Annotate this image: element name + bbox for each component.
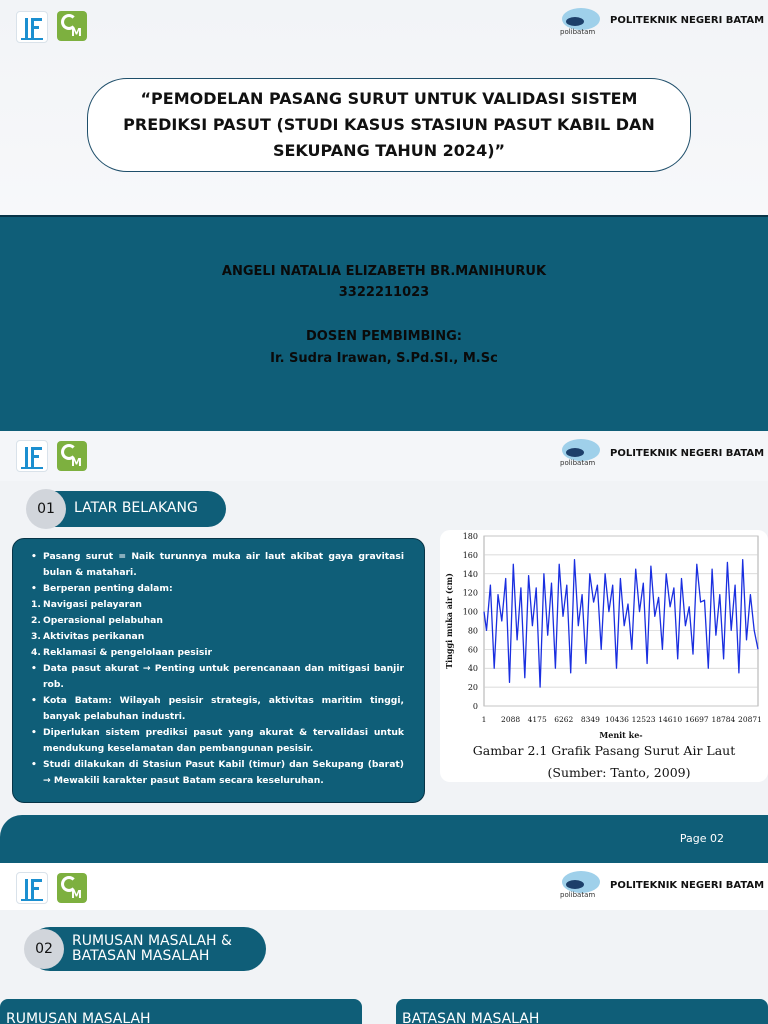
x-tick-label: 6262: [554, 715, 574, 724]
gm-logo-icon: M: [57, 11, 87, 41]
item-number: 1.: [31, 599, 41, 610]
author-panel: [0, 215, 768, 431]
card-title: BATASAN MASALAH: [402, 1011, 540, 1024]
y-tick-label: 140: [462, 569, 478, 579]
x-tick-label: 8349: [580, 715, 600, 724]
item-text: Reklamasi & pengelolaan pesisir: [43, 647, 213, 658]
item-number: 4.: [31, 647, 41, 658]
y-axis-label: Tinggi muka air (cm): [444, 573, 454, 669]
if-logo-icon: [16, 440, 48, 472]
x-axis-label: Menit ke-: [599, 730, 643, 740]
bullet-item: [31, 693, 404, 725]
x-tick-label: 10436: [605, 715, 629, 724]
section-number: 01: [26, 489, 66, 529]
bullet-item: [31, 757, 404, 789]
x-tick-label: 1: [481, 715, 487, 724]
bullet-item: [31, 725, 404, 757]
y-tick-label: 60: [467, 645, 478, 655]
item-number: 3.: [31, 631, 41, 642]
numbered-item: [31, 645, 404, 661]
slide-header: [0, 863, 768, 910]
cover-header: [0, 0, 768, 215]
if-logo-icon: [16, 11, 48, 43]
supervisor-heading: DOSEN PEMBIMBING:: [305, 329, 462, 344]
x-tick-label: 16697: [684, 715, 709, 724]
y-tick-label: 160: [462, 550, 478, 560]
item-text: Navigasi pelayaran: [43, 599, 142, 610]
item-text: Diperlukan sistem prediksi pasut yang akurat & tervalidasi untuk mendukung keselamatan dan pembangunan pesisir.: [43, 727, 404, 754]
item-text: Aktivitas perikanan: [43, 631, 145, 642]
item-text: Operasional pelabuhan: [43, 615, 163, 626]
slide-latar-belakang: [0, 431, 768, 863]
y-tick-label: 0: [472, 702, 478, 711]
x-tick-label: 14610: [658, 715, 683, 724]
institution-name: POLITEKNIK NEGERI BATAM: [610, 15, 765, 26]
item-text: Kota Batam: Wilayah pesisir strategis, aktivitas maritim tinggi, banyak pelabuhan industri.: [43, 695, 404, 722]
item-number: 2.: [31, 615, 41, 626]
slide-footer: [0, 815, 768, 863]
background-list: [31, 549, 404, 789]
polibatam-emblem-icon: [560, 871, 602, 899]
x-tick-label: 12523: [631, 715, 656, 724]
background-card: [12, 538, 425, 803]
polibatam-emblem-icon: [560, 439, 602, 467]
section-label: LATAR BELAKANG: [74, 500, 198, 516]
x-tick-label: 18784: [711, 715, 736, 724]
y-tick-label: 20: [467, 683, 478, 693]
batasan-card: [396, 999, 768, 1024]
item-text: Studi dilakukan di Stasiun Pasut Kabil (timur) dan Sekupang (barat) → Mewakili karakter pasut Batam secara keseluruhan.: [43, 759, 404, 786]
emblem-caption: polibatam: [560, 28, 596, 36]
tide-chart: [440, 530, 768, 740]
if-logo-icon: [16, 872, 48, 904]
y-tick-label: 80: [467, 626, 478, 636]
numbered-item: [31, 613, 404, 629]
title-box: [87, 78, 691, 172]
bullet-item: [31, 581, 404, 597]
y-tick-label: 40: [467, 664, 478, 674]
card-title: RUMUSAN MASALAH: [6, 1011, 151, 1024]
item-text: Berperan penting dalam:: [43, 583, 173, 594]
y-tick-label: 180: [462, 532, 478, 541]
student-name: ANGELI NATALIA ELIZABETH BR.MANIHURUK: [221, 264, 547, 279]
gm-logo-icon: M: [57, 441, 87, 471]
bullet-item: [31, 661, 404, 693]
rumusan-card: [0, 999, 362, 1024]
x-tick-label: 2088: [501, 715, 521, 724]
figure-caption: Gambar 2.1 Grafik Pasang Surut Air Laut: [472, 743, 736, 758]
slide-header: [0, 431, 768, 481]
section-number: 02: [24, 929, 64, 969]
section-label-line2: BATASAN MASALAH: [72, 948, 210, 964]
page-number: Page 02: [679, 832, 724, 845]
section-label-line1: RUMUSAN MASALAH &: [72, 933, 232, 949]
x-tick-label: 20871: [738, 715, 762, 724]
numbered-item: [31, 597, 404, 613]
numbered-item: [31, 629, 404, 645]
supervisor-name: Ir. Sudra Irawan, S.Pd.SI., M.Sc: [270, 351, 498, 366]
figure-source: (Sumber: Tanto, 2009): [547, 765, 691, 780]
x-tick-label: 4175: [527, 715, 547, 724]
y-tick-label: 120: [462, 588, 478, 598]
emblem-caption: polibatam: [560, 891, 596, 899]
item-text: Pasang surut = Naik turunnya muka air laut akibat gaya gravitasi bulan & matahari.: [43, 551, 404, 578]
student-id: 3322211023: [338, 285, 430, 300]
bullet-item: [31, 549, 404, 581]
slide-rumusan-masalah: [0, 863, 768, 1024]
item-text: Data pasut akurat → Penting untuk perencanaan dan mitigasi banjir rob.: [43, 663, 404, 690]
section-label: [72, 934, 232, 964]
y-tick-label: 100: [462, 607, 478, 617]
emblem-caption: polibatam: [560, 459, 596, 467]
gm-logo-icon: M: [57, 873, 87, 903]
institution-name: POLITEKNIK NEGERI BATAM: [610, 448, 765, 459]
institution-name: POLITEKNIK NEGERI BATAM: [610, 880, 765, 891]
polibatam-emblem-icon: [560, 8, 602, 36]
page-title: “PEMODELAN PASANG SURUT UNTUK VALIDASI SISTEM PREDIKSI PASUT (STUDI KASUS STASIUN PASUT KABIL DAN SEKUPANG TAHUN 2024)”: [123, 89, 655, 160]
